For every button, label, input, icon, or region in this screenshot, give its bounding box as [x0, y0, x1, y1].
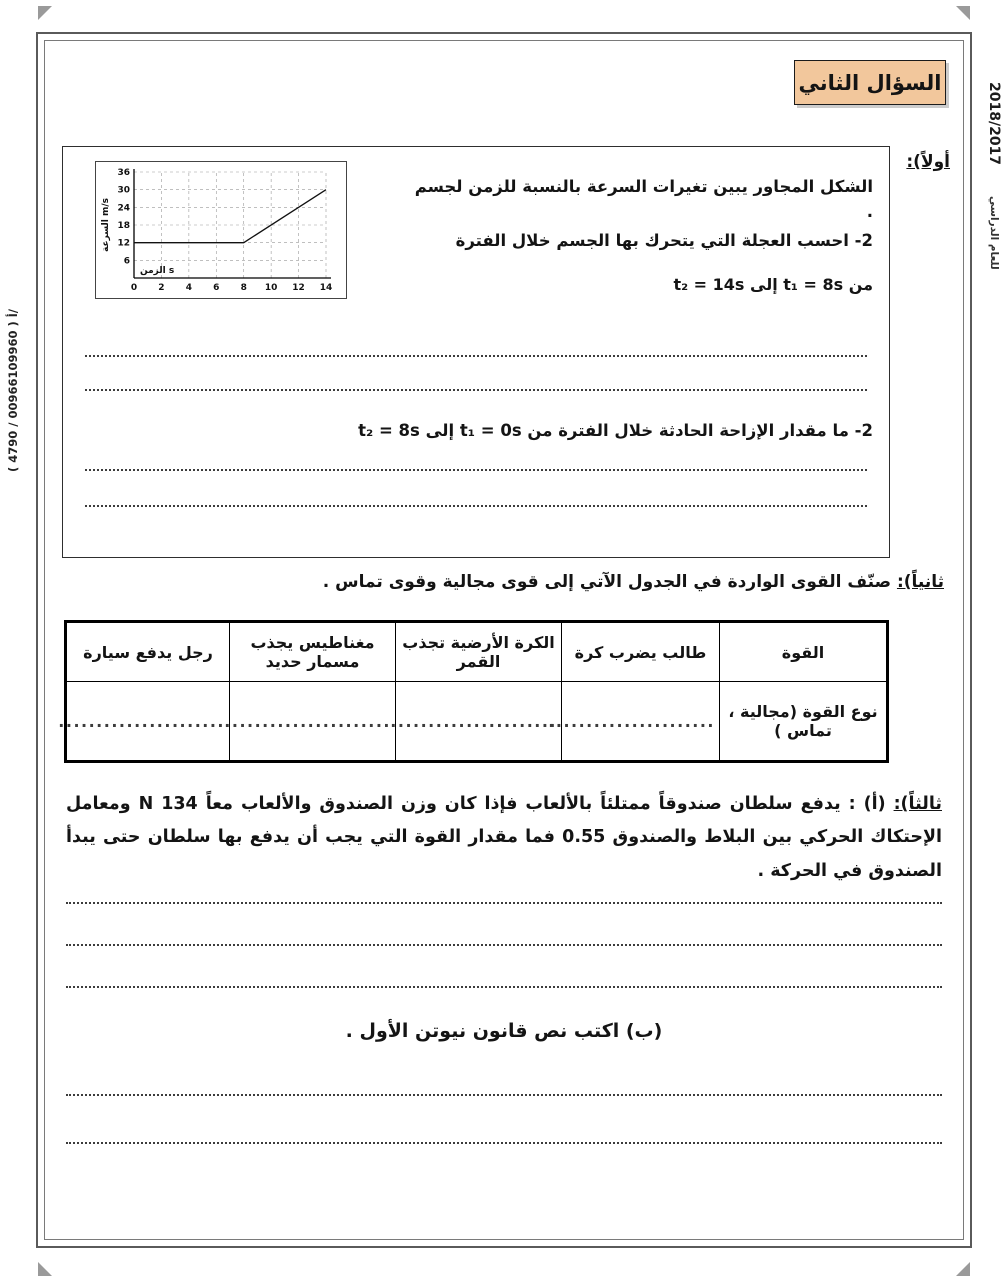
section-second-label: ثانياً): — [896, 572, 944, 592]
right-margin-vertical-text — [986, 82, 1002, 602]
header-earth-attracts-moon: الكرة الأرضية تجذب القمر — [396, 622, 562, 682]
svg-text:4: 4 — [185, 283, 192, 293]
svg-text:10: 10 — [264, 283, 278, 293]
header-magnet-attracts-nail: مغناطيس يجذب مسمار حديد — [230, 622, 396, 682]
answer-cell: ...................... — [230, 682, 396, 762]
svg-text:30: 30 — [117, 185, 130, 196]
section-third-part-a: (أ) : يدفع سلطان صندوقاً ممتلئاً بالألعاب فإذا كان وزن الصندوق والألعاب معاً 134 N ومعامل الإحتكاك الحركي بين البلاط والصندوق 0.55 فما مقدار القوة التي يجب أن يدفع بها سلطان حتى يبدأ الصندوق في الحركة . — [66, 794, 943, 881]
svg-text:2: 2 — [158, 283, 165, 293]
svg-text:الزمن s: الزمن s — [140, 266, 175, 276]
corner-ornament-top-right — [956, 6, 970, 20]
forces-table — [58, 620, 889, 763]
question-title: السؤال الثاني — [798, 70, 942, 95]
svg-text:6: 6 — [123, 256, 130, 267]
svg-text:0: 0 — [130, 283, 138, 293]
answer-line — [85, 505, 867, 507]
section-third-paragraph — [66, 788, 942, 888]
answer-line — [85, 355, 867, 357]
answer-cell: ...................... — [562, 682, 720, 762]
question-acceleration-range: من t₁ = 8s إلى t₂ = 14s — [673, 275, 873, 294]
section-second-heading — [323, 572, 944, 592]
answer-line — [66, 944, 942, 946]
svg-text:السرعة m/s: السرعة m/s — [101, 198, 111, 252]
forces-table-answer-row — [66, 682, 888, 762]
svg-text:14: 14 — [319, 283, 333, 293]
forces-table-header-row — [66, 622, 888, 682]
header-student-kicks-ball: طالب يضرب كرة — [562, 622, 720, 682]
answer-line — [85, 469, 867, 471]
section-third-part-b: (ب) اكتب نص قانون نيوتن الأول . — [345, 1020, 663, 1042]
corner-ornament-bottom-right — [956, 1262, 970, 1276]
header-man-pushes-car: رجل يدفع سيارة — [66, 622, 230, 682]
answer-cell: ...................... — [66, 682, 230, 762]
question-displacement-text: 2- ما مقدار الإزاحة الحادثة خلال الفترة من t₁ = 0s إلى t₂ = 8s — [358, 421, 873, 440]
section-first-label: أولاً): — [906, 152, 950, 172]
svg-text:8: 8 — [240, 283, 247, 293]
answer-line — [66, 1094, 942, 1096]
left-margin-vertical-text — [6, 52, 20, 472]
section-third-label: ثالثاً): — [893, 794, 942, 814]
forces-table-wrap — [58, 620, 886, 763]
corner-ornament-top-left — [38, 6, 52, 20]
section-second-text: صنّف القوى الواردة في الجدول الآتي إلى قوى مجالية وقوى تماس . — [322, 572, 892, 592]
svg-text:24: 24 — [117, 203, 130, 214]
answer-line — [66, 986, 942, 988]
svg-text:12: 12 — [117, 238, 130, 249]
svg-text:36: 36 — [117, 168, 130, 178]
answer-line — [66, 902, 942, 904]
svg-text:18: 18 — [117, 221, 130, 231]
teacher-contact: ( 4790 / 00966109960 ) أ/ — [6, 309, 20, 472]
velocity-time-chart — [96, 162, 346, 298]
header-force: القوة — [720, 622, 888, 682]
school-year-note: للعام الدراسي — [988, 195, 1000, 270]
svg-text:12: 12 — [292, 283, 305, 293]
answer-cell: ...................... — [396, 682, 562, 762]
force-type-label: نوع القوة (مجالية ، تماس ) — [720, 682, 888, 762]
question-title-box — [794, 60, 946, 105]
question-one-box — [62, 146, 890, 558]
corner-ornament-bottom-left — [38, 1262, 52, 1276]
question-intro-text: الشكل المجاور يبين تغيرات السرعة بالنسبة للزمن لجسم . — [414, 177, 873, 221]
answer-line — [66, 1142, 942, 1144]
velocity-time-graph — [95, 161, 347, 299]
answer-line — [85, 389, 867, 391]
svg-text:6: 6 — [213, 283, 220, 293]
school-year: 2018/2017 — [986, 82, 1002, 166]
question-acceleration-text: 2- احسب العجلة التي يتحرك بها الجسم خلال الفترة — [455, 231, 873, 250]
